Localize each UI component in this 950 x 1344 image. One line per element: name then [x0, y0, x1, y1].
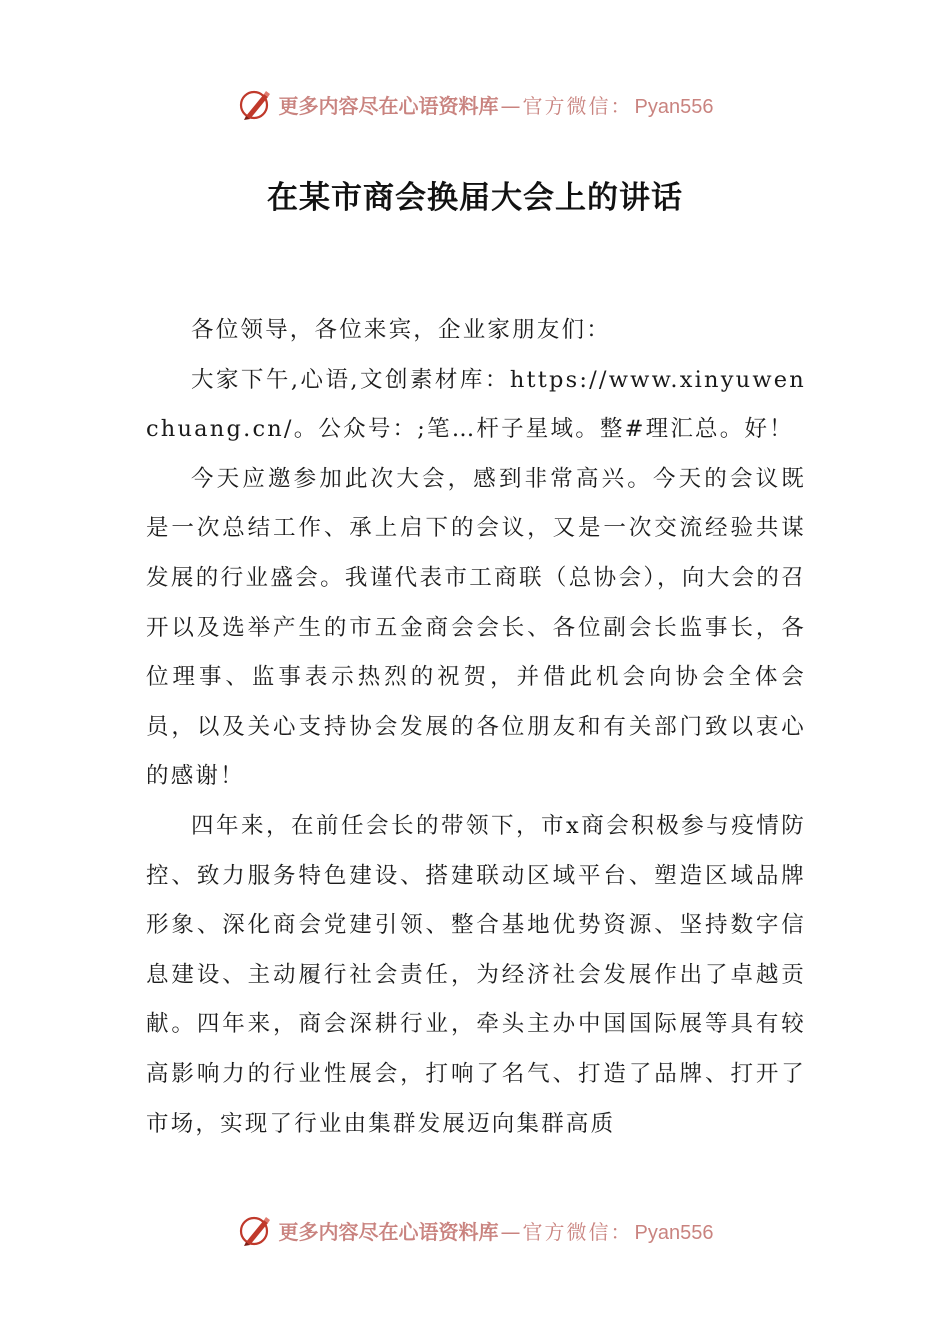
paragraph-achievements: 四年来，在前任会长的带领下，市x商会积极参与疫情防控、致力服务特色建设、搭建联动区域平台、塑造区域品牌形象、深化商会党建引领、整合基地优势资源、坚持数字信息建设、主动履行社会责任，为经济社会发展作出了卓越贡献。四年来，商会深耕行业，牵头主办中国国际展等具有较高影响力的行业性展会，打响了名气、打造了品牌、打开了市场，实现了行业由集群发展迈向集群高质 [146, 812, 806, 1137]
footer-wechat-id: Pyan556 [634, 1221, 714, 1244]
pen-logo-icon [237, 1212, 273, 1248]
paragraph-intro: 今天应邀参加此次大会，感到非常高兴。今天的会议既是一次总结工作、承上启下的会议，又是一次交流经验共谋发展的行业盛会。我谨代表市工商联（总协会），向大会的召开以及选举产生的市五金商会会长、各位副会长监事长，各位理事、监事表示热烈的祝贺，并借此机会向协会全体会员，以及关心支持协会发展的各位朋友和有关部门致以衷心的感谢！ [146, 465, 806, 790]
banner-official-text: 官方微信： [522, 93, 633, 118]
header-banner [0, 82, 950, 126]
banner-site-text: 更多内容尽在心语资料库 [278, 93, 499, 118]
footer-dash: — [500, 1219, 521, 1244]
footer-site-text: 更多内容尽在心语资料库 [278, 1219, 499, 1244]
pen-logo-icon [237, 86, 273, 122]
document-body [146, 306, 806, 1149]
banner-dash: — [500, 93, 521, 118]
document-title: 在某市商会换届大会上的讲话 [267, 180, 683, 216]
banner-wechat-id: Pyan556 [634, 95, 714, 118]
paragraph-greeting: 各位领导，各位来宾，企业家朋友们： [191, 317, 611, 343]
footer-banner [0, 1208, 950, 1252]
footer-official-text: 官方微信： [522, 1219, 633, 1244]
paragraph-watermark-line: 大家下午,心语,文创素材库：https://www.xinyuwenchuang.cn/。公众号：;笔…杆子星域。整#理汇总。好！ [146, 366, 806, 443]
